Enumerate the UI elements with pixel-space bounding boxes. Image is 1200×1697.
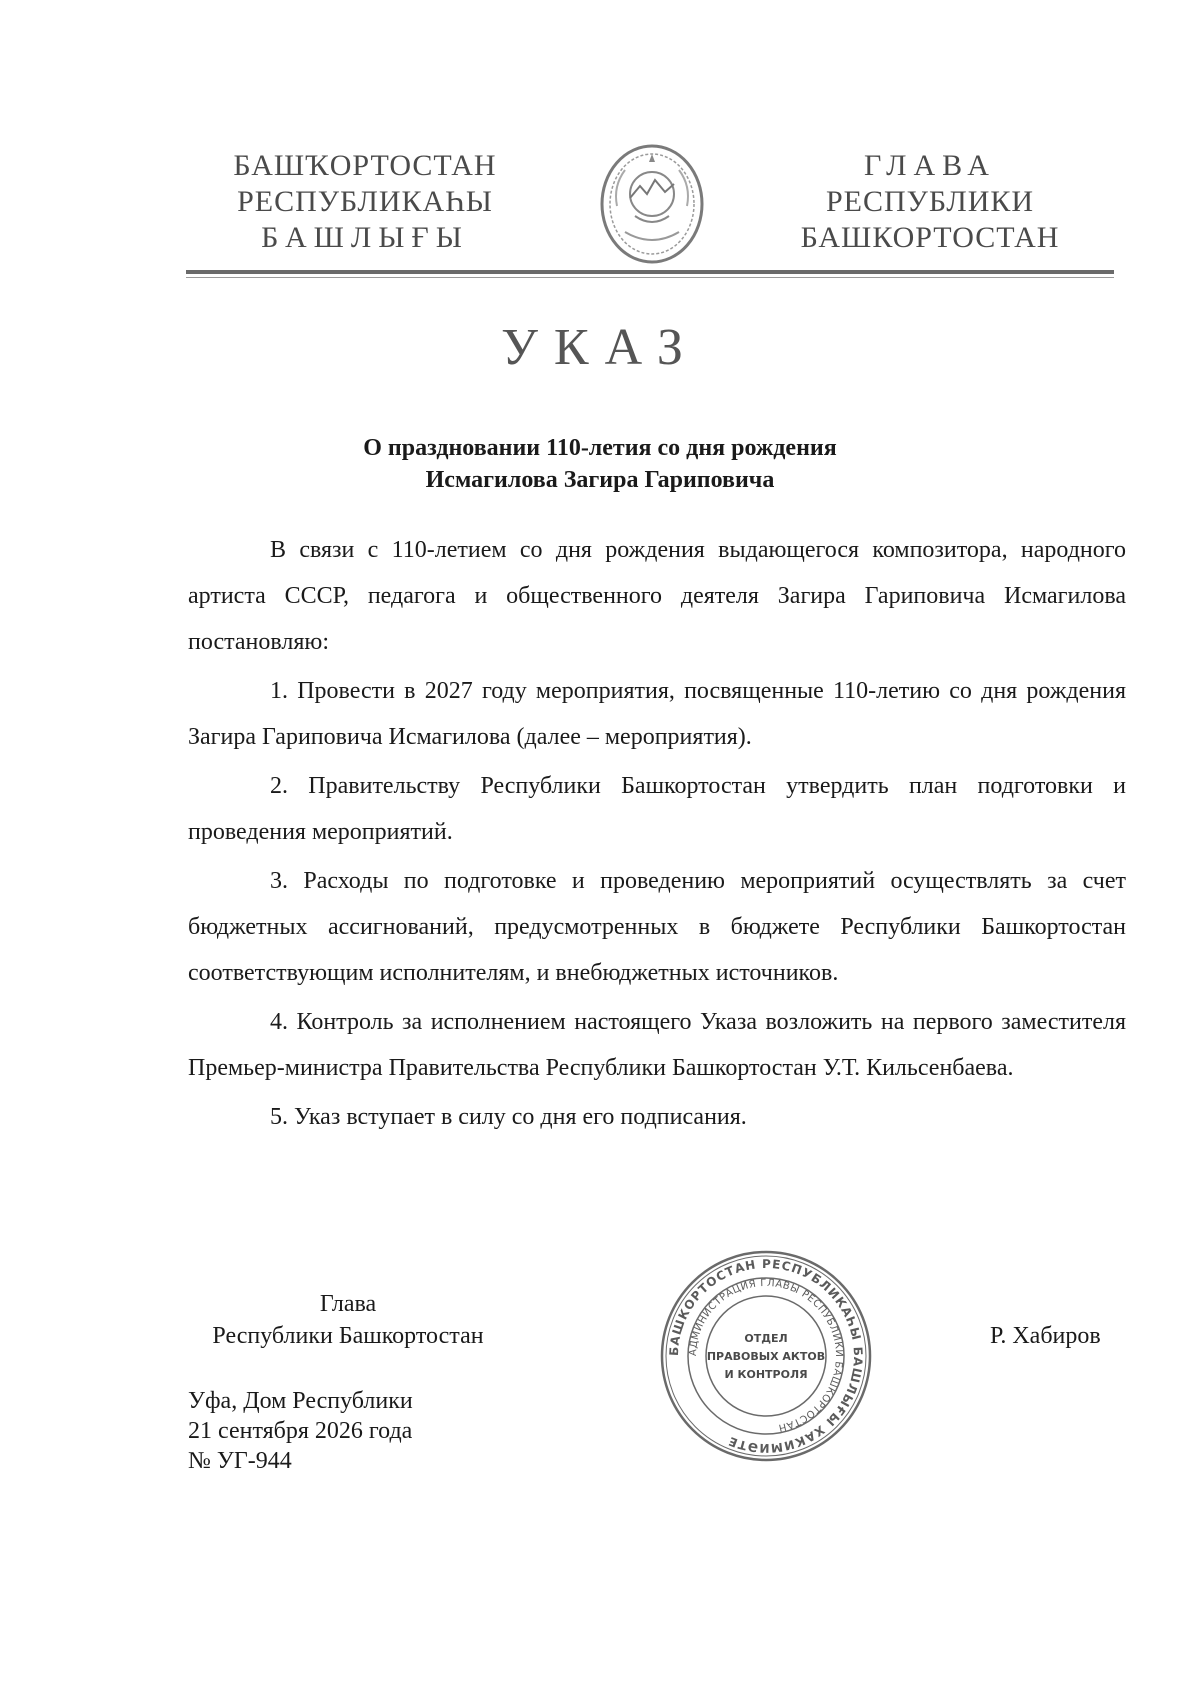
- header-russian: [780, 148, 1080, 256]
- header-bashkir-line-3: БАШЛЫҒЫ: [261, 221, 469, 254]
- signatory-position: [188, 1288, 508, 1352]
- signatory-position-line-1: Глава: [319, 1291, 377, 1317]
- signatory-name: Р. Хабиров: [990, 1323, 1101, 1349]
- document-body: [188, 527, 1126, 1140]
- signatory-position-line-2: Республики Башкортостан: [212, 1323, 484, 1349]
- header-bashkir: [225, 148, 505, 256]
- body-item-3: 3. Расходы по подготовке и проведению мероприятий осуществлять за счет бюджетных ассигнований, предусмотренных в бюджете Республики Башкортостан соответствующим исполнителям, и внебюджетных источников.: [188, 868, 1126, 986]
- stamp-outer-text: БАШКОРТОСТАН РЕСПУБЛИКАҺЫ БАШЛЫҒЫ ХАКИМИӘТЕ: [666, 1256, 866, 1456]
- body-item-5: 5. Указ вступает в силу со дня его подписания.: [270, 1104, 747, 1130]
- official-stamp: [658, 1248, 874, 1464]
- body-item-4: 4. Контроль за исполнением настоящего Указа возложить на первого заместителя Премьер-министра Правительства Республики Башкортостан У.Т. Кильсенбаева.: [188, 1009, 1126, 1081]
- body-item-2: 2. Правительству Республики Башкортостан утвердить план подготовки и проведения мероприятий.: [188, 773, 1126, 845]
- body-item-1: 1. Провести в 2027 году мероприятия, посвященные 110-летию со дня рождения Загира Гариповича Исмагилова (далее – мероприятия).: [188, 678, 1126, 750]
- document-title-line-2: Исмагилова Загира Гариповича: [425, 467, 775, 493]
- decree-number: № УГ-944: [188, 1448, 292, 1474]
- header-divider-thick: [186, 270, 1114, 274]
- document-title-line-1: О праздновании 110-летия со дня рождения: [363, 435, 837, 461]
- stamp-center-line-1: ОТДЕЛ: [744, 1332, 788, 1345]
- document-type: УКАЗ: [501, 319, 699, 376]
- place-date-number: [188, 1386, 413, 1476]
- stamp-center-line-3: И КОНТРОЛЯ: [724, 1368, 808, 1381]
- header-bashkir-line-1: БАШҠОРТОСТАН: [233, 149, 497, 182]
- header-russian-line-1: ГЛАВА: [864, 149, 996, 182]
- header-divider-thin: [186, 277, 1114, 278]
- header-bashkir-line-2: РЕСПУБЛИКАҺЫ: [237, 185, 493, 218]
- bashkortostan-emblem-icon: [595, 136, 710, 266]
- body-preamble: В связи с 110-летием со дня рождения выдающегося композитора, народного артиста СССР, педагога и общественного деятеля Загира Гариповича Исмагилова постановляю:: [188, 537, 1126, 655]
- header-russian-line-3: БАШКОРТОСТАН: [800, 221, 1060, 254]
- stamp-center-line-2: ПРАВОВЫХ АКТОВ: [706, 1350, 826, 1363]
- stamp-inner-text: АДМИНИСТРАЦИЯ ГЛАВЫ РЕСПУБЛИКИ БАШКОРТОСТАН: [687, 1277, 845, 1433]
- signing-place: Уфа, Дом Республики: [188, 1388, 413, 1414]
- signing-date: 21 сентября 2026 года: [188, 1418, 413, 1444]
- header-russian-line-2: РЕСПУБЛИКИ: [825, 185, 1035, 218]
- document-title: [0, 432, 1200, 496]
